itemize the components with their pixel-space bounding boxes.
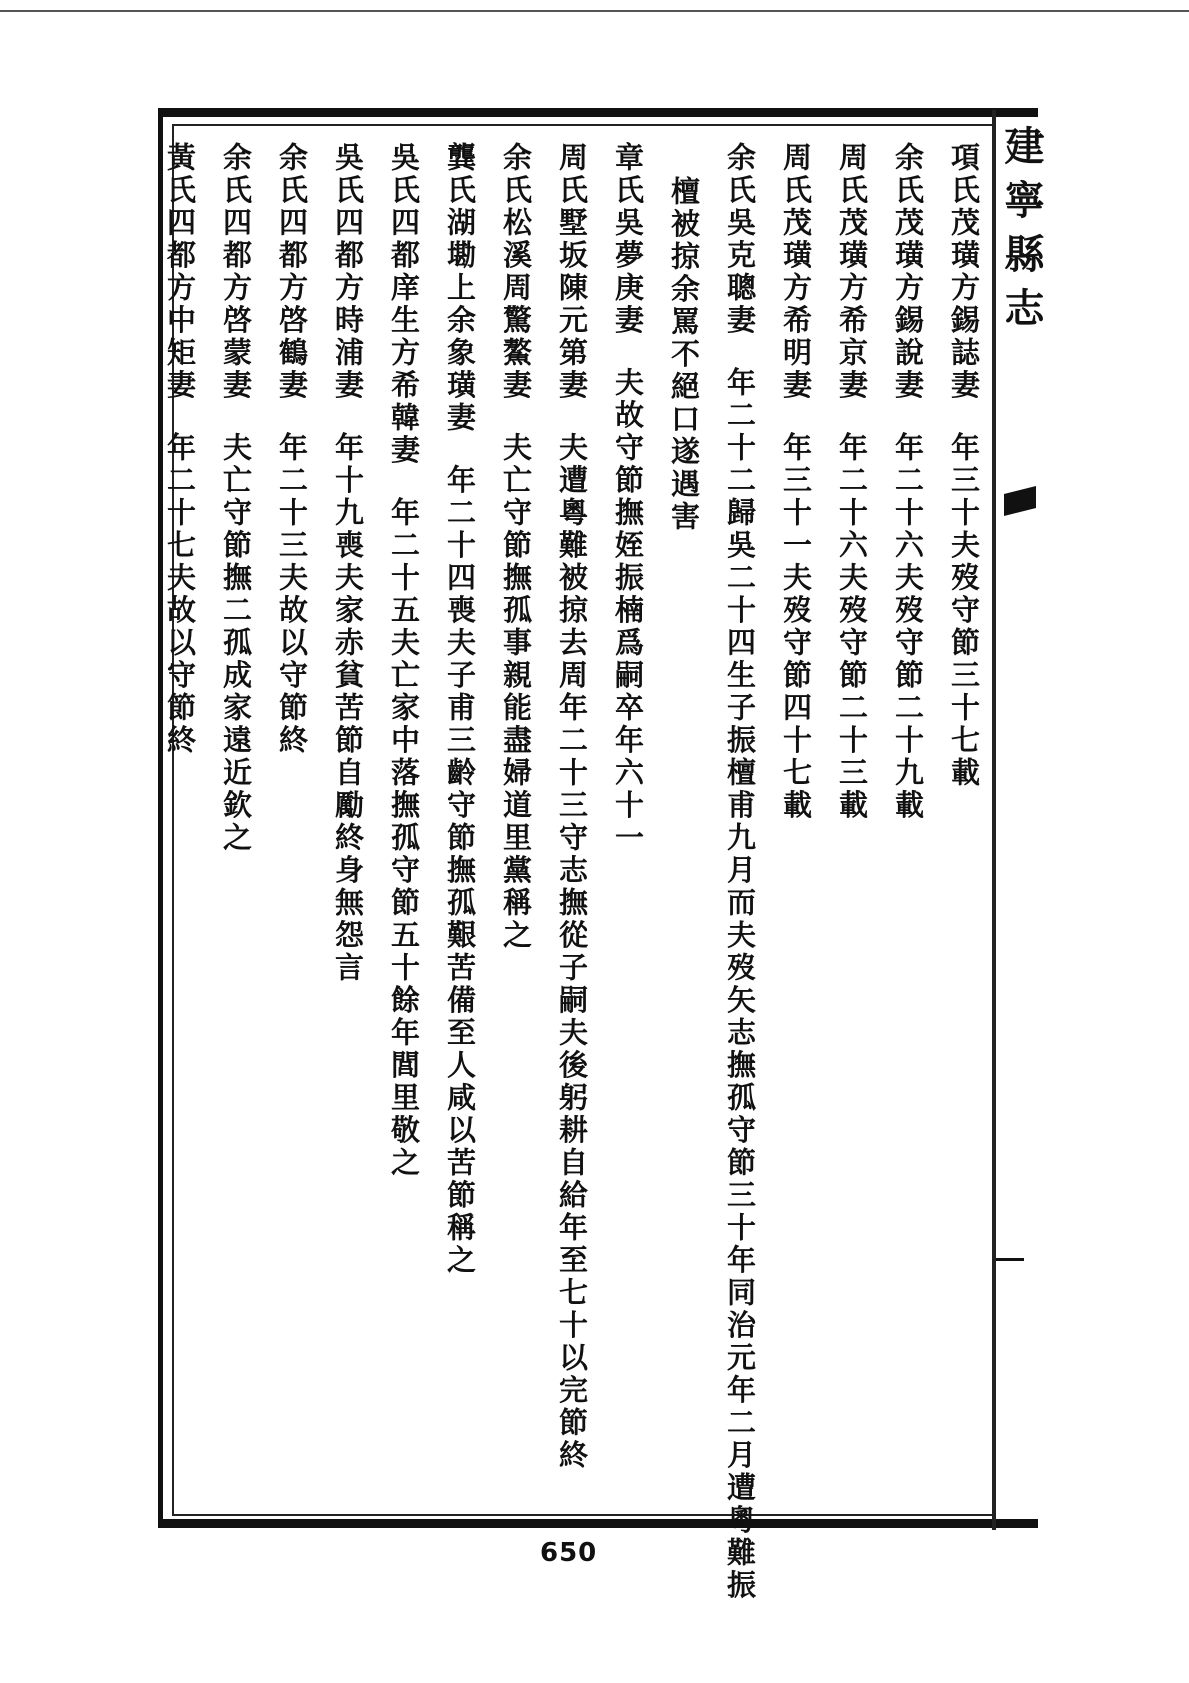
entry-text: 檀被掠余罵不絕口遂遇害 bbox=[667, 176, 701, 534]
entry-column bbox=[276, 142, 308, 1502]
entry-text: 年三十夫歿守節三十七載 bbox=[947, 432, 981, 790]
entry-text: 年十九喪夫家赤貧苦節自勵終身無怨言 bbox=[331, 432, 365, 985]
entry-text: 年二十三夫故以守節終 bbox=[275, 432, 309, 757]
entry-column bbox=[444, 142, 476, 1502]
entry-text: 夫亡守節撫二孤成家遠近欽之 bbox=[219, 432, 253, 855]
entry-column bbox=[780, 142, 812, 1502]
entry-column bbox=[556, 142, 588, 1502]
entry-continuation-column bbox=[668, 142, 700, 1502]
entry-column bbox=[612, 142, 644, 1502]
frame-divider bbox=[992, 110, 996, 1530]
running-title bbox=[998, 125, 1045, 525]
entry-name: 吳氏四都庠生方希韓妻 bbox=[387, 142, 421, 467]
entry-column bbox=[164, 142, 196, 1502]
entry-column bbox=[332, 142, 364, 1502]
entry-text: 年二十二歸吳二十四生子振檀甫九月而夫歿矢志撫孤守節三十年同治元年二月遭粵難振 bbox=[723, 367, 757, 1602]
entry-text: 夫遭粵難被掠去周年二十三守志撫從子嗣夫後躬耕自給年至七十以完節終 bbox=[555, 432, 589, 1472]
entry-name: 吳氏四都方時浦妻 bbox=[331, 142, 365, 402]
entry-text: 年三十一夫歿守節四十七載 bbox=[779, 432, 813, 822]
entry-name: 龔氏湖墈上余象璜妻 bbox=[443, 142, 477, 435]
entry-name: 周氏茂璜方希京妻 bbox=[835, 142, 869, 402]
entry-name: 余氏四都方啓鶴妻 bbox=[275, 142, 309, 402]
entry-name: 余氏茂璜方錫說妻 bbox=[891, 142, 925, 402]
running-title-text: 建寧縣志 bbox=[998, 125, 1045, 341]
entry-name: 周氏茂璜方希明妻 bbox=[779, 142, 813, 402]
entry-name: 余氏四都方啓蒙妻 bbox=[219, 142, 253, 402]
entry-name: 余氏松溪周驚鰲妻 bbox=[499, 142, 533, 402]
entry-column bbox=[948, 142, 980, 1502]
entry-text: 年二十六夫歿守節二十九載 bbox=[891, 432, 925, 822]
side-tick-mark bbox=[996, 1258, 1024, 1261]
entry-text: 夫故守節撫姪振楠爲嗣卒年六十一 bbox=[611, 367, 645, 855]
page-number: 650 bbox=[540, 1538, 598, 1568]
entry-name: 項氏茂璜方錫誌妻 bbox=[947, 142, 981, 402]
entry-text: 年二十四喪夫子甫三齡守節撫孤艱苦備至人咸以苦節稱之 bbox=[443, 464, 477, 1277]
entry-name: 周氏墅坂陳元第妻 bbox=[555, 142, 589, 402]
entry-name: 黃氏四都方中矩妻 bbox=[163, 142, 197, 402]
entry-name: 章氏吳夢庚妻 bbox=[611, 142, 645, 337]
entry-text: 年二十七夫故以守節終 bbox=[163, 432, 197, 757]
entry-text: 夫亡守節撫孤事親能盡婦道里黨稱之 bbox=[499, 432, 533, 952]
entry-column bbox=[220, 142, 252, 1502]
entry-column bbox=[723, 142, 757, 1602]
entry-text: 年二十五夫亡家中落撫孤守節五十餘年閭里敬之 bbox=[387, 497, 421, 1180]
entry-column bbox=[500, 142, 532, 1502]
entry-name: 余氏吳克聰妻 bbox=[723, 142, 757, 337]
entry-column bbox=[836, 142, 868, 1502]
entry-text: 年二十六夫歿守節二十三載 bbox=[835, 432, 869, 822]
entry-column bbox=[388, 142, 420, 1502]
entry-column bbox=[892, 142, 924, 1502]
top-border-rule bbox=[0, 10, 1189, 12]
